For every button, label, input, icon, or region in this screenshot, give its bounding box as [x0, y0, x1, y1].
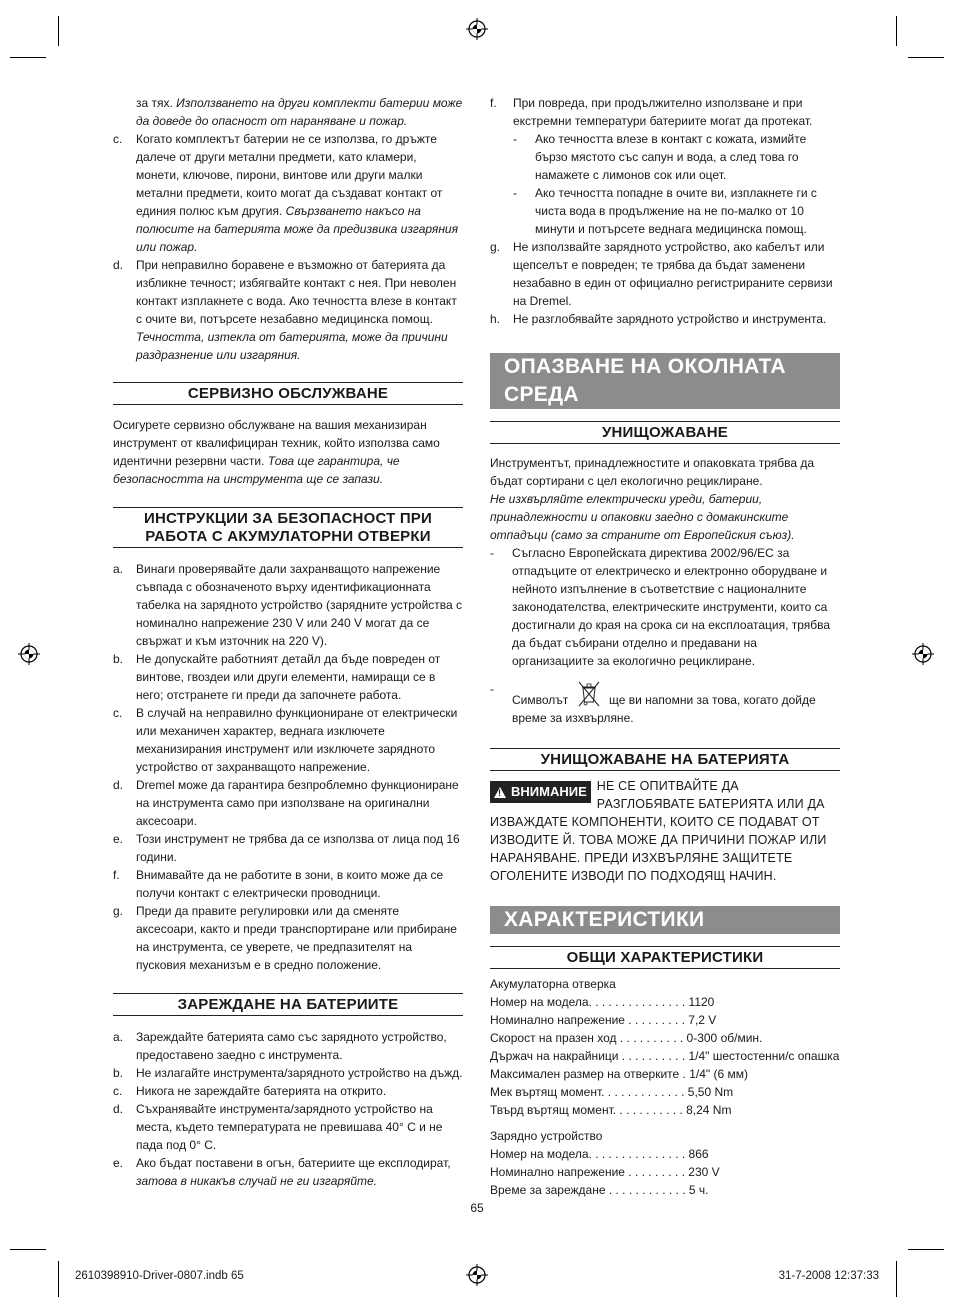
sub-list-text: Ако течността попадне в очите ви, изплакнете ги с чиста вода в продължение на не по-малко от 10 минути и потърсете веднага медицинска помощ. — [535, 186, 817, 236]
list-text: Съгласно Европейската директива 2002/96/ЕС за отпадъците от електрическо и електронно оборудване и нейното изпълнение в съответствие с националните законодателства, електрическите инструменти, които са достигнали до края на срока си на експлоатация, трябва да бъдат събирани отделно и предавани на организациите за екологично рециклиране. — [512, 546, 831, 668]
symbol-text: ще ви напомни за това, когато дойде време за изхвърляне. — [512, 693, 816, 725]
list-item — [490, 94, 840, 130]
dash-bullet: - — [513, 186, 517, 200]
list-text: Dremel може да гарантира безпроблемно функциониране на инструмента само при използване на оригинални аксесоари. — [136, 778, 459, 828]
list-text — [136, 130, 463, 256]
warning-badge-label: ВНИМАНИЕ — [511, 784, 587, 799]
spec-group-charger — [490, 1127, 840, 1199]
disposal-paragraph: Инструментът, принадлежностите и опаковката трябва да бъдат сортирани с цел екологично рециклиране. — [490, 456, 815, 488]
spec-row: Твърд въртящ момент. . . . . . . . . . . 8,24 Nm — [490, 1103, 732, 1117]
list-text-span: Зареждайте батерията само със зарядното устройство, предоставено заедно с инструмента. — [136, 1030, 447, 1062]
spec-row: Номинално напрежение . . . . . . . . . 7,2 V — [490, 1013, 717, 1027]
list-text-span: Не излагайте инструмента/зарядното устройство на дъжд. — [136, 1066, 463, 1080]
list-letter: g. — [113, 904, 124, 918]
list-letter: e. — [113, 832, 124, 846]
list-text — [136, 256, 463, 364]
list-text: Винаги проверявайте дали захранващото напрежение съвпада с обозначеното върху идентификационната табелка на зарядното устройство (зарядните устройства с номинално напрежение 230 V или 240 V могат да се свържат и към източник на 220 V). — [136, 562, 463, 648]
spec-row: Време за зареждане . . . . . . . . . . . . 5 ч. — [490, 1183, 709, 1197]
heading-line: ИНСТРУКЦИИ ЗА БЕЗОПАСНОСТ ПРИ — [144, 510, 432, 527]
list-item — [113, 130, 463, 256]
list-text — [136, 1100, 463, 1154]
crop-mark — [10, 57, 46, 58]
list-text — [512, 680, 840, 727]
spec-group-driver — [490, 975, 840, 1119]
list-letter: c. — [113, 1084, 123, 1098]
list-text — [136, 1064, 463, 1082]
spec-row: Максимален размер на отверките . 1/4" (6 мм) — [490, 1067, 748, 1081]
crossed-bin-icon — [576, 680, 602, 708]
list-item — [113, 1082, 463, 1100]
list-item — [113, 1064, 463, 1082]
right-column — [490, 94, 840, 1199]
list-letter: c. — [113, 706, 123, 720]
heading-line: РАБОТА С АКУМУЛАТОРНИ ОТВЕРКИ — [145, 528, 431, 545]
list-italic: Течността, изтекла от батерията, може да причини раздразнение или изгаряния. — [136, 330, 448, 362]
spec-row: Скорост на празен ход . . . . . . . . . . 0-300 об/мин. — [490, 1031, 763, 1045]
list-item — [113, 1100, 463, 1154]
registration-mark-icon — [466, 1264, 488, 1286]
list-letter: d. — [113, 778, 124, 792]
list-italic: Свързването накъсо на полюсите на батерията може да предизвика изгаряния или пожар. — [136, 204, 459, 254]
list-item — [113, 650, 463, 704]
list-text-span: Когато комплектът батерии не се използва, го дръжте далече от други метални предмети, като кламери, монети, ключове, пирони, винтове или други малки метални предмети, които могат да създават контакт от единия полюс към другия. — [136, 132, 443, 218]
list-text: Преди да правите регулировки или да сменяте аксесоари, както и преди транспортиране или прибиране на инструмента, се уверете, че предпазителят на пусковия механизъм е в средно положение. — [136, 904, 457, 972]
list-item — [113, 902, 463, 974]
list-item — [113, 256, 463, 364]
crop-mark — [58, 1261, 59, 1297]
spec-group-title: Зарядно устройство — [490, 1129, 603, 1143]
list-text-span: Никога не зареждайте батерията на открито. — [136, 1084, 387, 1098]
list-item — [490, 310, 840, 328]
list-italic: затова в никакъв случай не ги изгаряйте. — [136, 1174, 377, 1188]
list-letter: f. — [490, 96, 497, 110]
list-item — [490, 238, 840, 310]
safety-list — [113, 560, 463, 974]
sub-list-item — [490, 130, 840, 184]
service-paragraph — [113, 416, 463, 488]
list-letter: h. — [490, 312, 501, 326]
paragraph-italic: Не изхвърляйте електрически уреди, батерии, принадлежности и опаковки заедно с домакинските отпадъци (само за страните от Европейския съюз). — [490, 492, 795, 542]
list-text: При повреда, при продължително използване и при екстремни температури батериите могат да протекат. — [513, 96, 813, 128]
spec-group-title: Акумулаторна отверка — [490, 977, 616, 991]
dash-bullet: - — [513, 132, 517, 146]
list-text — [136, 1082, 463, 1100]
list-text-span: Ако бъдат поставени в огън, батериите ще експлодират, — [136, 1156, 451, 1170]
list-text: Внимавайте да не работите в зони, в които може да се получи контакт с електрически проводници. — [136, 868, 444, 900]
warning-triangle-icon — [494, 787, 506, 798]
charging-list — [113, 1028, 463, 1190]
battery-intro-paragraph — [113, 94, 463, 130]
section-heading-service: СЕРВИЗНО ОБСЛУЖВАНЕ — [113, 382, 463, 405]
crop-mark — [908, 57, 944, 58]
list-letter: b. — [113, 652, 124, 666]
section-heading-battery-disposal: УНИЩОЖАВАНЕ НА БАТЕРИЯТА — [490, 748, 840, 771]
paragraph-text: Осигурете сервизно обслужване на вашия механизиран инструмент от квалифициран техник, който използва само идентични резервни части. — [113, 418, 440, 468]
list-text: Този инструмент не трябва да се използва от лица под 16 години. — [136, 832, 460, 864]
disposal-italic-paragraph — [490, 490, 840, 544]
crop-mark — [58, 16, 59, 46]
registration-mark-icon — [912, 643, 934, 665]
symbol-text: Символът — [512, 693, 569, 707]
list-letter: g. — [490, 240, 501, 254]
list-letter: d. — [113, 1102, 124, 1116]
left-column — [113, 94, 463, 1190]
section-title-environment: ОПАЗВАНЕ НА ОКОЛНАТА СРЕДА — [490, 353, 840, 409]
list-item — [113, 866, 463, 902]
sub-list-item — [490, 184, 840, 238]
crop-mark — [896, 1261, 897, 1297]
paragraph-italic: Използването на други комплекти батерии може да доведе до опасност от нараняване и пожар. — [136, 96, 463, 128]
crop-mark — [10, 1249, 46, 1250]
list-text: Не допускайте работният детайл да бъде повреден от винтове, гвоздеи или други елементи, намиращи се в него; отстранете ги преди да започнете работа. — [136, 652, 441, 702]
section-heading-disposal: УНИЩОЖАВАНЕ — [490, 421, 840, 444]
crop-mark — [896, 16, 897, 46]
paragraph-italic: Това ще гарантира, че безопасността на инструмента ще се запази. — [113, 454, 400, 486]
dash-bullet: - — [490, 546, 494, 560]
paragraph-text: за тях. — [136, 96, 177, 110]
list-text-span: Съхранявайте инструмента/зарядното устройство на места, където температурата не превишава 40° C и не пада под 0° C. — [136, 1102, 443, 1152]
registration-mark-icon — [466, 18, 488, 40]
list-text: Не използвайте зарядното устройство, ако кабелът или щепселът е повреден; те трябва да бъдат заменени незабавно в един от официално регистрираните сервизи на Dremel. — [513, 240, 833, 308]
section-heading-safety — [113, 507, 463, 548]
warning-block — [490, 777, 840, 885]
spec-row: Мек въртящ момент. . . . . . . . . . . . . 5,50 Nm — [490, 1085, 734, 1099]
section-heading-general-specs: ОБЩИ ХАРАКТЕРИСТИКИ — [490, 946, 840, 969]
crop-mark — [908, 1249, 944, 1250]
list-letter: c. — [113, 132, 123, 146]
list-item — [113, 830, 463, 866]
page-number: 65 — [470, 1201, 484, 1215]
list-text — [136, 1028, 463, 1064]
spec-row: Номер на модела. . . . . . . . . . . . . . . 1120 — [490, 995, 715, 1009]
list-letter: a. — [113, 1030, 124, 1044]
warning-text: НЕ СЕ ОПИТВАЙТЕ ДА РАЗГЛОБЯВАТЕ БАТЕРИЯТА ИЛИ ДА ИЗВАЖДАТЕ КОМПОНЕНТИ, КОИТО СЕ ПОДАВАТ ОТ ИЗВОДИТЕ Й. ТОВА МОЖЕ ДА ПРИЧИНИ ПОЖАР ИЛИ НАРАНЯВАНЕ. ПРЕДИ ИЗХВЪРЛЯНЕ ЗАЩИТЕТЕ ОГОЛЕНИТЕ ИЗВОДИ ПО ПОДХОДЯЩ НАЧИН. — [490, 779, 827, 883]
list-item — [113, 776, 463, 830]
dash-bullet: - — [490, 682, 494, 696]
list-item — [113, 704, 463, 776]
section-heading-charging: ЗАРЕЖДАНЕ НА БАТЕРИИТЕ — [113, 993, 463, 1016]
list-item — [490, 680, 840, 727]
list-item — [490, 544, 840, 670]
list-text: В случай на неправилно функциониране от електрически или механичен характер, веднага изключете механизирания инструмент или изключете зарядното устройство от захранващото напрежение. — [136, 706, 458, 774]
list-item — [113, 560, 463, 650]
list-letter: f. — [113, 868, 120, 882]
footer-datetime: 31-7-2008 12:37:33 — [778, 1270, 879, 1282]
warning-badge — [490, 781, 591, 803]
sub-list-text: Ако течността влезе в контакт с кожата, измийте бързо мястото със сапун и вода, а след това го намажете с лимонов сок или оцет. — [535, 132, 807, 182]
list-letter: d. — [113, 258, 124, 272]
spec-row: Държач на накрайници . . . . . . . . . . 1/4" шестостенни/с опашка — [490, 1049, 840, 1063]
list-item — [113, 1154, 463, 1190]
footer-file: 2610398910-Driver-0807.indb 65 — [75, 1270, 244, 1282]
list-letter: e. — [113, 1156, 124, 1170]
list-letter: a. — [113, 562, 124, 576]
list-text-span: При неправилно боравене е възможно от батерията да избликне течност; избягвайте контакт с нея. При неволен контакт изплакнете с вода. Ако течността влезе в контакт с очите ви, потърсете незабавно медицинска помощ. — [136, 258, 457, 326]
list-text — [136, 1154, 463, 1190]
list-item — [113, 1028, 463, 1064]
list-text: Не разглобявайте зарядното устройство и инструмента. — [513, 312, 827, 326]
spec-row: Номер на модела. . . . . . . . . . . . . . . 866 — [490, 1147, 709, 1161]
registration-mark-icon — [18, 643, 40, 665]
spec-row: Номинално напрежение . . . . . . . . . 230 V — [490, 1165, 720, 1179]
section-title-specifications: ХАРАКТЕРИСТИКИ — [490, 906, 840, 934]
list-letter: b. — [113, 1066, 124, 1080]
